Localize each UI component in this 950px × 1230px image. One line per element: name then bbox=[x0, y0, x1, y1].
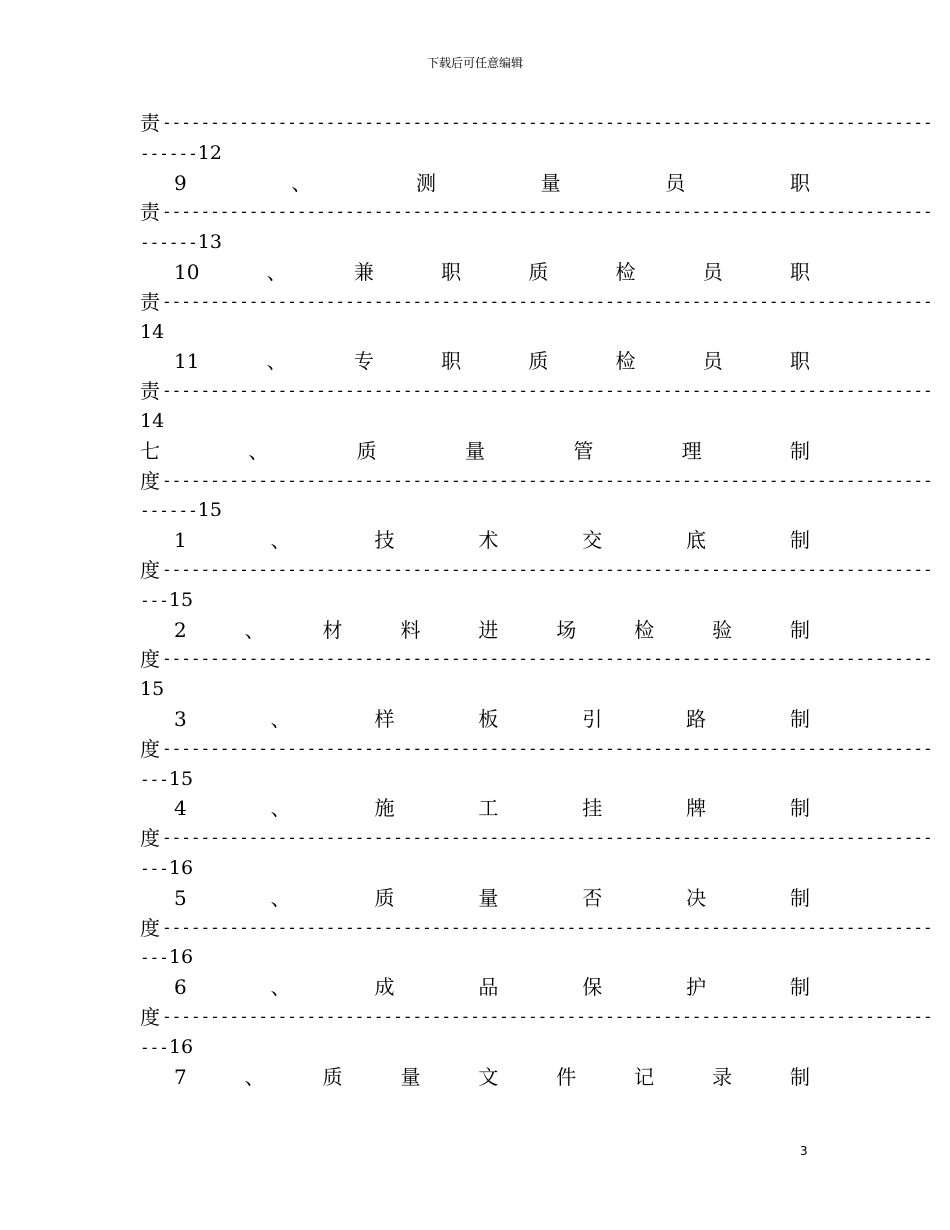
toc-entry-part: 1 bbox=[174, 528, 187, 553]
toc-entry-part: 路 bbox=[686, 707, 707, 731]
toc-entry-part: 质 bbox=[356, 438, 377, 463]
toc-leader-line bbox=[140, 825, 933, 851]
toc-entry-last-char: 责 bbox=[140, 379, 160, 404]
toc-entry-part: 量 bbox=[540, 170, 561, 195]
toc-entry-part: 品 bbox=[478, 975, 499, 1000]
toc-entry-part: 3 bbox=[174, 707, 187, 731]
toc-entry-part: 、 bbox=[266, 349, 287, 374]
toc-leader-dashes: --- bbox=[140, 590, 169, 610]
toc-entry-part: 职 bbox=[789, 260, 810, 284]
toc-entry-part: 、 bbox=[244, 617, 265, 642]
toc-page-ref-line bbox=[140, 229, 810, 255]
toc-leader-dashes: --- bbox=[140, 1037, 169, 1057]
toc-page-ref-line bbox=[140, 855, 810, 881]
toc-page-number: 15 bbox=[168, 588, 194, 611]
toc-entry-part: 工 bbox=[478, 796, 499, 821]
toc-page-number: 16 bbox=[168, 857, 194, 879]
toc-entry-part: 检 bbox=[634, 617, 655, 642]
toc-entry-last-char: 度 bbox=[140, 558, 160, 582]
toc-entry-title-line bbox=[140, 348, 810, 374]
toc-leader-dashes: -------------------------------------------------------------------------------- bbox=[162, 828, 933, 848]
toc-leader-dashes: -------------------------------------------------------------------------------- bbox=[162, 560, 933, 579]
toc-entry-last-char: 责 bbox=[140, 289, 160, 314]
toc-entry-part: 挂 bbox=[582, 796, 603, 821]
toc-entry-part: 制 bbox=[789, 617, 810, 642]
toc-page-ref-line bbox=[140, 587, 810, 613]
toc-entry-title-line bbox=[140, 438, 810, 464]
toc-entry-part: 成 bbox=[374, 975, 395, 1000]
toc-leader-line bbox=[140, 378, 933, 404]
toc-entry-part: 量 bbox=[464, 438, 485, 463]
toc-entry-part: 职 bbox=[789, 170, 810, 195]
toc-entry-part: 、 bbox=[270, 796, 291, 821]
toc-leader-dashes: -------------------------------------------------------------------------------- bbox=[162, 291, 933, 311]
toc-page-number: 15 bbox=[140, 678, 165, 701]
toc-entry-part: 制 bbox=[789, 1064, 810, 1089]
toc-entry-part: 记 bbox=[634, 1064, 655, 1089]
toc-entry-title-line bbox=[140, 885, 810, 911]
toc-leader-dashes: -------------------------------------------------------------------------------- bbox=[162, 1007, 933, 1026]
toc-entry-part: 保 bbox=[582, 975, 603, 1000]
toc-entry-part: 质 bbox=[528, 349, 549, 374]
toc-page-number: 12 bbox=[197, 141, 222, 164]
toc-entry-title-line bbox=[140, 259, 810, 285]
toc-entry-part: 职 bbox=[789, 349, 810, 374]
toc-entry-part: 制 bbox=[789, 438, 810, 463]
toc-page-number: 14 bbox=[140, 320, 165, 343]
toc-entry-part: 5 bbox=[174, 885, 187, 910]
toc-entry-part: 样 bbox=[374, 707, 395, 731]
toc-page-ref-line bbox=[140, 408, 810, 434]
toc-leader-dashes: -------------------------------------------------------------------------------- bbox=[162, 470, 933, 490]
toc-entry-title-line bbox=[140, 170, 810, 196]
toc-entry-part: 制 bbox=[789, 796, 810, 821]
toc-entry-part: 员 bbox=[702, 349, 723, 374]
toc-entry-part: 、 bbox=[270, 885, 291, 910]
toc-entry-part: 理 bbox=[681, 438, 702, 463]
toc-entry-title-line bbox=[140, 1064, 810, 1090]
toc-entry-part: 否 bbox=[582, 885, 603, 910]
toc-leader-dashes: -------------------------------------------------------------------------------- bbox=[162, 917, 933, 937]
toc-entry-part: 、 bbox=[270, 975, 291, 1000]
toc-leader-dashes: --- bbox=[140, 948, 169, 968]
toc-entry-title-line bbox=[140, 974, 810, 1000]
toc-entry-last-char: 责 bbox=[140, 200, 160, 225]
toc-entry-part: 验 bbox=[712, 617, 733, 642]
toc-entry-part: 质 bbox=[374, 885, 395, 910]
toc-leader-line bbox=[140, 646, 933, 672]
toc-entry-part: 9 bbox=[174, 170, 187, 195]
toc-page-number: 15 bbox=[197, 499, 222, 522]
toc-entry-part: 护 bbox=[686, 975, 707, 1000]
toc-entry-part: 检 bbox=[615, 349, 636, 374]
toc-leader-dashes: --- bbox=[140, 859, 169, 878]
toc-entry-part: 进 bbox=[478, 617, 499, 642]
toc-page-number: 15 bbox=[168, 767, 194, 790]
toc-entry-part: 制 bbox=[789, 885, 810, 910]
toc-entry-part: 4 bbox=[174, 796, 187, 821]
toc-entry-part: 、 bbox=[291, 170, 312, 195]
toc-page-ref-line bbox=[140, 676, 810, 702]
toc-leader-line bbox=[140, 110, 933, 136]
toc-entry-part: 术 bbox=[478, 528, 499, 553]
toc-leader-line bbox=[140, 289, 933, 315]
toc-entry-part: 底 bbox=[686, 528, 707, 553]
page-number: 3 bbox=[800, 1144, 808, 1158]
toc-entry-part: 6 bbox=[174, 975, 187, 1000]
toc-entry-part: 质 bbox=[322, 1064, 343, 1089]
toc-entry-part: 职 bbox=[441, 260, 462, 284]
toc-leader-dashes: -------------------------------------------------------------------------------- bbox=[162, 113, 933, 132]
toc-entry-part: 技 bbox=[374, 528, 395, 553]
toc-entry-last-char: 度 bbox=[140, 915, 160, 940]
page-header: 下载后可任意编辑 bbox=[426, 56, 523, 70]
toc-page-number: 16 bbox=[168, 1035, 194, 1058]
toc-leader-dashes: -------------------------------------------------------------------------------- bbox=[162, 649, 933, 669]
toc-entry-part: 板 bbox=[478, 707, 499, 731]
toc-entry-part: 量 bbox=[400, 1064, 421, 1089]
toc-entry-part: 引 bbox=[582, 707, 603, 731]
toc-page-number: 13 bbox=[197, 231, 222, 254]
toc-entry-title-line bbox=[140, 527, 810, 553]
toc-entry-part: 职 bbox=[441, 349, 462, 374]
toc-leader-dashes: --- bbox=[140, 769, 169, 789]
toc-entry-last-char: 责 bbox=[140, 111, 160, 135]
toc-leader-line bbox=[140, 468, 933, 494]
toc-entry-part: 、 bbox=[266, 260, 287, 284]
toc-page-ref-line bbox=[140, 319, 810, 345]
toc-entry-part: 牌 bbox=[686, 796, 707, 821]
toc-entry-part: 场 bbox=[556, 617, 577, 642]
toc-page-ref-line bbox=[140, 766, 810, 792]
toc-page-number: 14 bbox=[140, 410, 165, 432]
toc-entry-part: 、 bbox=[244, 1064, 265, 1089]
toc-leader-dashes: -------------------------------------------------------------------------------- bbox=[162, 381, 933, 401]
toc-entry-part: 检 bbox=[615, 260, 636, 284]
toc-entry-part: 制 bbox=[789, 707, 810, 731]
toc-entry-last-char: 度 bbox=[140, 736, 160, 761]
toc-leader-dashes: ------ bbox=[140, 501, 198, 521]
toc-entry-part: 11 bbox=[174, 349, 200, 374]
toc-entry-part: 专 bbox=[353, 349, 374, 374]
toc-leader-line bbox=[140, 915, 933, 941]
toc-entry-part: 管 bbox=[573, 438, 594, 463]
toc-leader-dashes: ------ bbox=[140, 143, 198, 163]
toc-entry-last-char: 度 bbox=[140, 468, 160, 493]
toc-entry-part: 测 bbox=[416, 170, 437, 195]
toc-entry-part: 10 bbox=[174, 260, 200, 284]
toc-entry-part: 、 bbox=[270, 707, 291, 731]
toc-entry-part: 七 bbox=[140, 438, 160, 463]
toc-entry-part: 员 bbox=[665, 170, 686, 195]
toc-entry-title-line bbox=[140, 795, 810, 821]
toc-leader-line bbox=[140, 1004, 933, 1030]
toc-entry-part: 交 bbox=[582, 528, 603, 553]
toc-leader-line bbox=[140, 199, 933, 225]
toc-entry-part: 、 bbox=[270, 528, 291, 553]
toc-entry-title-line bbox=[140, 617, 810, 643]
toc-leader-dashes: ------ bbox=[140, 233, 198, 253]
toc-page-ref-line bbox=[140, 1034, 810, 1060]
toc-leader-line bbox=[140, 736, 933, 762]
toc-entry-part: 材 bbox=[322, 617, 343, 642]
toc-entry-part: 量 bbox=[478, 885, 499, 910]
toc-entry-last-char: 度 bbox=[140, 826, 160, 851]
toc-page-ref-line bbox=[140, 944, 810, 970]
toc-leader-dashes: -------------------------------------------------------------------------------- bbox=[162, 738, 933, 758]
toc-entry-part: 制 bbox=[789, 975, 810, 1000]
toc-entry-part: 、 bbox=[248, 438, 269, 463]
toc-entry-part: 件 bbox=[556, 1064, 577, 1089]
toc-entry-last-char: 度 bbox=[140, 1005, 160, 1029]
toc-entry-part: 施 bbox=[374, 796, 395, 821]
toc-entry-part: 制 bbox=[789, 528, 810, 553]
toc-leader-line bbox=[140, 557, 933, 583]
toc-entry-part: 7 bbox=[174, 1064, 187, 1089]
toc-page-ref-line bbox=[140, 497, 810, 523]
toc-entry-part: 录 bbox=[712, 1064, 733, 1089]
toc-page-number: 16 bbox=[168, 946, 194, 969]
toc-entry-part: 决 bbox=[686, 885, 707, 910]
toc-page-ref-line bbox=[140, 140, 810, 166]
toc-entry-part: 料 bbox=[400, 617, 421, 642]
toc-leader-dashes: -------------------------------------------------------------------------------- bbox=[162, 202, 933, 222]
toc-entry-part: 文 bbox=[478, 1064, 499, 1089]
toc-entry-part: 员 bbox=[702, 260, 723, 284]
toc-entry-part: 兼 bbox=[353, 260, 374, 284]
toc-entry-title-line bbox=[140, 706, 810, 732]
toc-entry-part: 2 bbox=[174, 617, 187, 642]
toc-entry-part: 质 bbox=[528, 260, 549, 284]
toc-entry-last-char: 度 bbox=[140, 647, 160, 672]
